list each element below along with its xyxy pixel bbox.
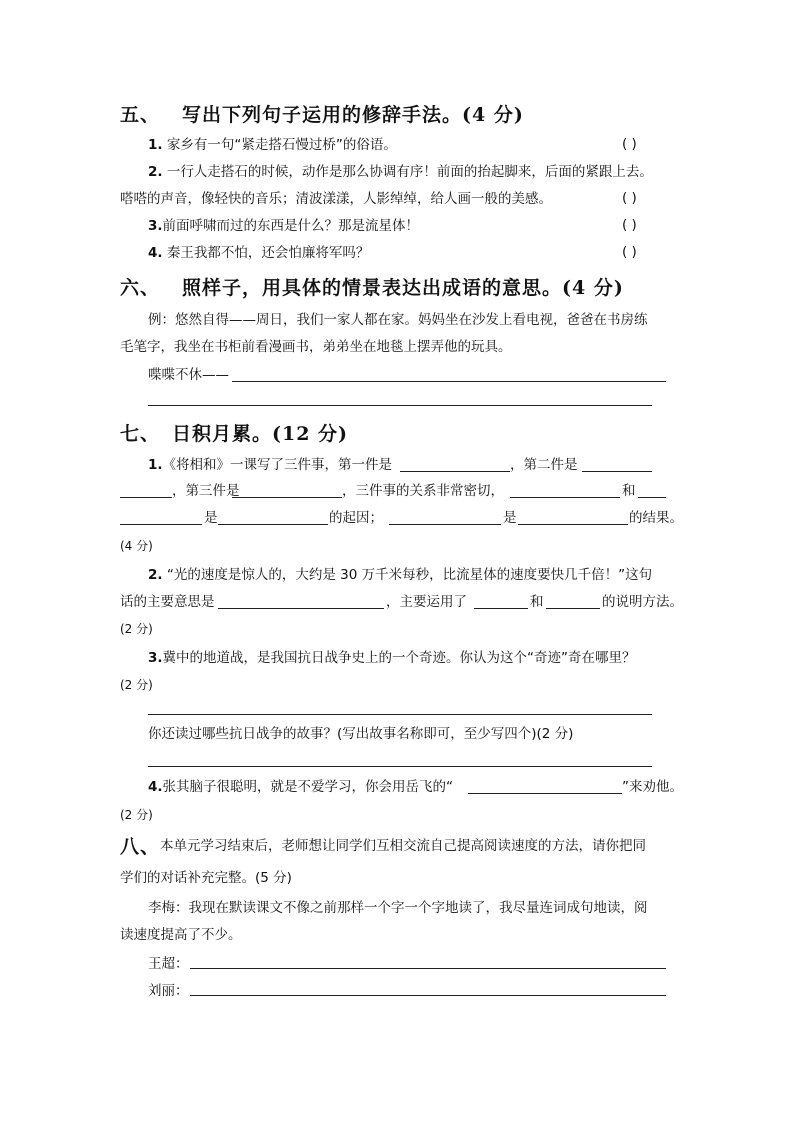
answer-line[interactable]	[148, 714, 652, 715]
answer-paren[interactable]: ( )	[622, 190, 637, 206]
blank[interactable]	[232, 497, 342, 498]
section-6-number: 六、	[120, 277, 161, 299]
answer-line[interactable]	[232, 381, 666, 382]
q-text: 话的主要意思是	[120, 594, 215, 610]
q-number: 4.	[148, 245, 163, 261]
q-number: 1.	[148, 137, 163, 153]
s7-q1-line1	[148, 456, 392, 474]
q-number: 3.	[148, 218, 163, 234]
q-text: 秦王我都不怕，还会怕廉将军吗？	[166, 245, 370, 261]
blank[interactable]	[400, 471, 510, 472]
s7-q4	[148, 778, 453, 796]
answer-line[interactable]	[148, 405, 652, 406]
q-text: 和	[530, 594, 544, 610]
blank[interactable]	[468, 793, 622, 794]
q-text: ”来劝他。	[622, 779, 683, 795]
s8-line1: 本单元学习结束后，老师想让同学们互相交流自己提高阅读速度的方法，请你把同	[160, 838, 646, 854]
s8-wang-label: 王超：	[148, 956, 189, 972]
score: (2 分)	[120, 808, 153, 822]
blank[interactable]	[638, 497, 666, 498]
q-text: 冀中的地道战，是我国抗日战争史上的一个奇迹。你认为这个“奇迹”奇在哪里？	[162, 650, 636, 666]
blank[interactable]	[518, 524, 628, 525]
s5-q2-line1	[148, 163, 653, 181]
blank[interactable]	[582, 471, 652, 472]
blank[interactable]	[474, 608, 528, 609]
s5-q4	[148, 244, 369, 262]
s5-q3	[148, 217, 419, 235]
q-number: 2.	[148, 567, 163, 583]
section-6-title: 照样子，用具体的情景表达出成语的意思。(4 分)	[182, 277, 624, 299]
answer-line[interactable]	[148, 766, 652, 767]
s5-q1	[148, 136, 397, 154]
q-text: ，第三件是	[172, 483, 240, 499]
section-5-title: 写出下列句子运用的修辞手法。(4 分)	[182, 104, 524, 126]
answer-line[interactable]	[190, 995, 666, 996]
q-text: 张其脑子很聪明，就是不爱学习，你会用岳飞的“	[162, 779, 454, 795]
blank[interactable]	[546, 608, 600, 609]
q-text: 《将相和》一课写了三件事，第一件是	[162, 457, 393, 473]
q-text: ，第二件是	[510, 457, 578, 473]
s8-line2: 学们的对话补充完整。(5 分)	[120, 870, 292, 886]
s8-limei-line2: 读速度提高了不少。	[120, 927, 242, 943]
q-number: 3.	[148, 650, 163, 666]
section-8-number: 八、	[120, 836, 161, 858]
s8-liu-label: 刘丽：	[148, 983, 189, 999]
score: (2 分)	[120, 622, 153, 636]
q-text: 是	[503, 510, 517, 526]
q-number: 1.	[148, 457, 163, 473]
section-5-number: 五、	[120, 104, 161, 126]
answer-paren[interactable]: ( )	[622, 217, 637, 233]
s7-q3-sub: 你还读过哪些抗日战争的故事？(写出故事名称即可，至少写四个)(2 分)	[148, 726, 574, 742]
q-number: 2.	[148, 164, 163, 180]
section-7-number: 七、	[120, 423, 161, 445]
blank[interactable]	[389, 524, 501, 525]
q-text: 的起因；	[329, 510, 383, 526]
s5-q2-line2: 嗒嗒的声音，像轻快的音乐；清波漾漾，人影绰绰，给人画一般的美感。	[120, 191, 552, 207]
q-text: 前面呼啸而过的东西是什么？那是流星体！	[162, 218, 420, 234]
q-text: “光的速度是惊人的，大约是 30 万千米每秒，比流星体的速度要快几千倍！”这句	[166, 567, 653, 583]
s7-q2-line1	[148, 566, 652, 584]
s6-example-line2: 毛笔字，我坐在书柜前看漫画书，弟弟坐在地毯上摆弄他的玩具。	[120, 339, 512, 355]
q-text: 的说明方法。	[602, 594, 683, 610]
q-text: 和	[622, 483, 636, 499]
blank[interactable]	[120, 497, 172, 498]
q-text: 家乡有一句“紧走搭石慢过桥”的俗语。	[166, 137, 397, 153]
s6-question: 喋喋不休——	[148, 367, 229, 383]
q-text: ，三件事的关系非常密切，	[342, 483, 504, 499]
s6-example-line1: 例：悠然自得——周日，我们一家人都在家。妈妈坐在沙发上看电视，爸爸在书房练	[148, 312, 648, 328]
blank[interactable]	[510, 497, 620, 498]
score: (2 分)	[120, 678, 153, 692]
s8-limei-line1: 李梅：我现在默读课文不像之前那样一个字一个字地读了，我尽量连词成句地读，阅	[148, 900, 648, 916]
answer-paren[interactable]: ( )	[622, 244, 637, 260]
q-text: ，主要运用了	[386, 594, 467, 610]
answer-line[interactable]	[190, 968, 666, 969]
s7-q3	[148, 649, 636, 667]
q-number: 4.	[148, 779, 163, 795]
q-text: 的结果。	[629, 510, 683, 526]
q-text: 是	[204, 510, 218, 526]
q-text: 一行人走搭石的时候，动作是那么协调有序！前面的抬起脚来，后面的紧跟上去。	[166, 164, 653, 180]
blank[interactable]	[218, 608, 384, 609]
answer-paren[interactable]: ( )	[622, 136, 637, 152]
blank[interactable]	[120, 524, 202, 525]
section-7-title: 日积月累。(12 分)	[172, 423, 349, 445]
blank[interactable]	[218, 524, 328, 525]
score: (4 分)	[120, 539, 153, 553]
